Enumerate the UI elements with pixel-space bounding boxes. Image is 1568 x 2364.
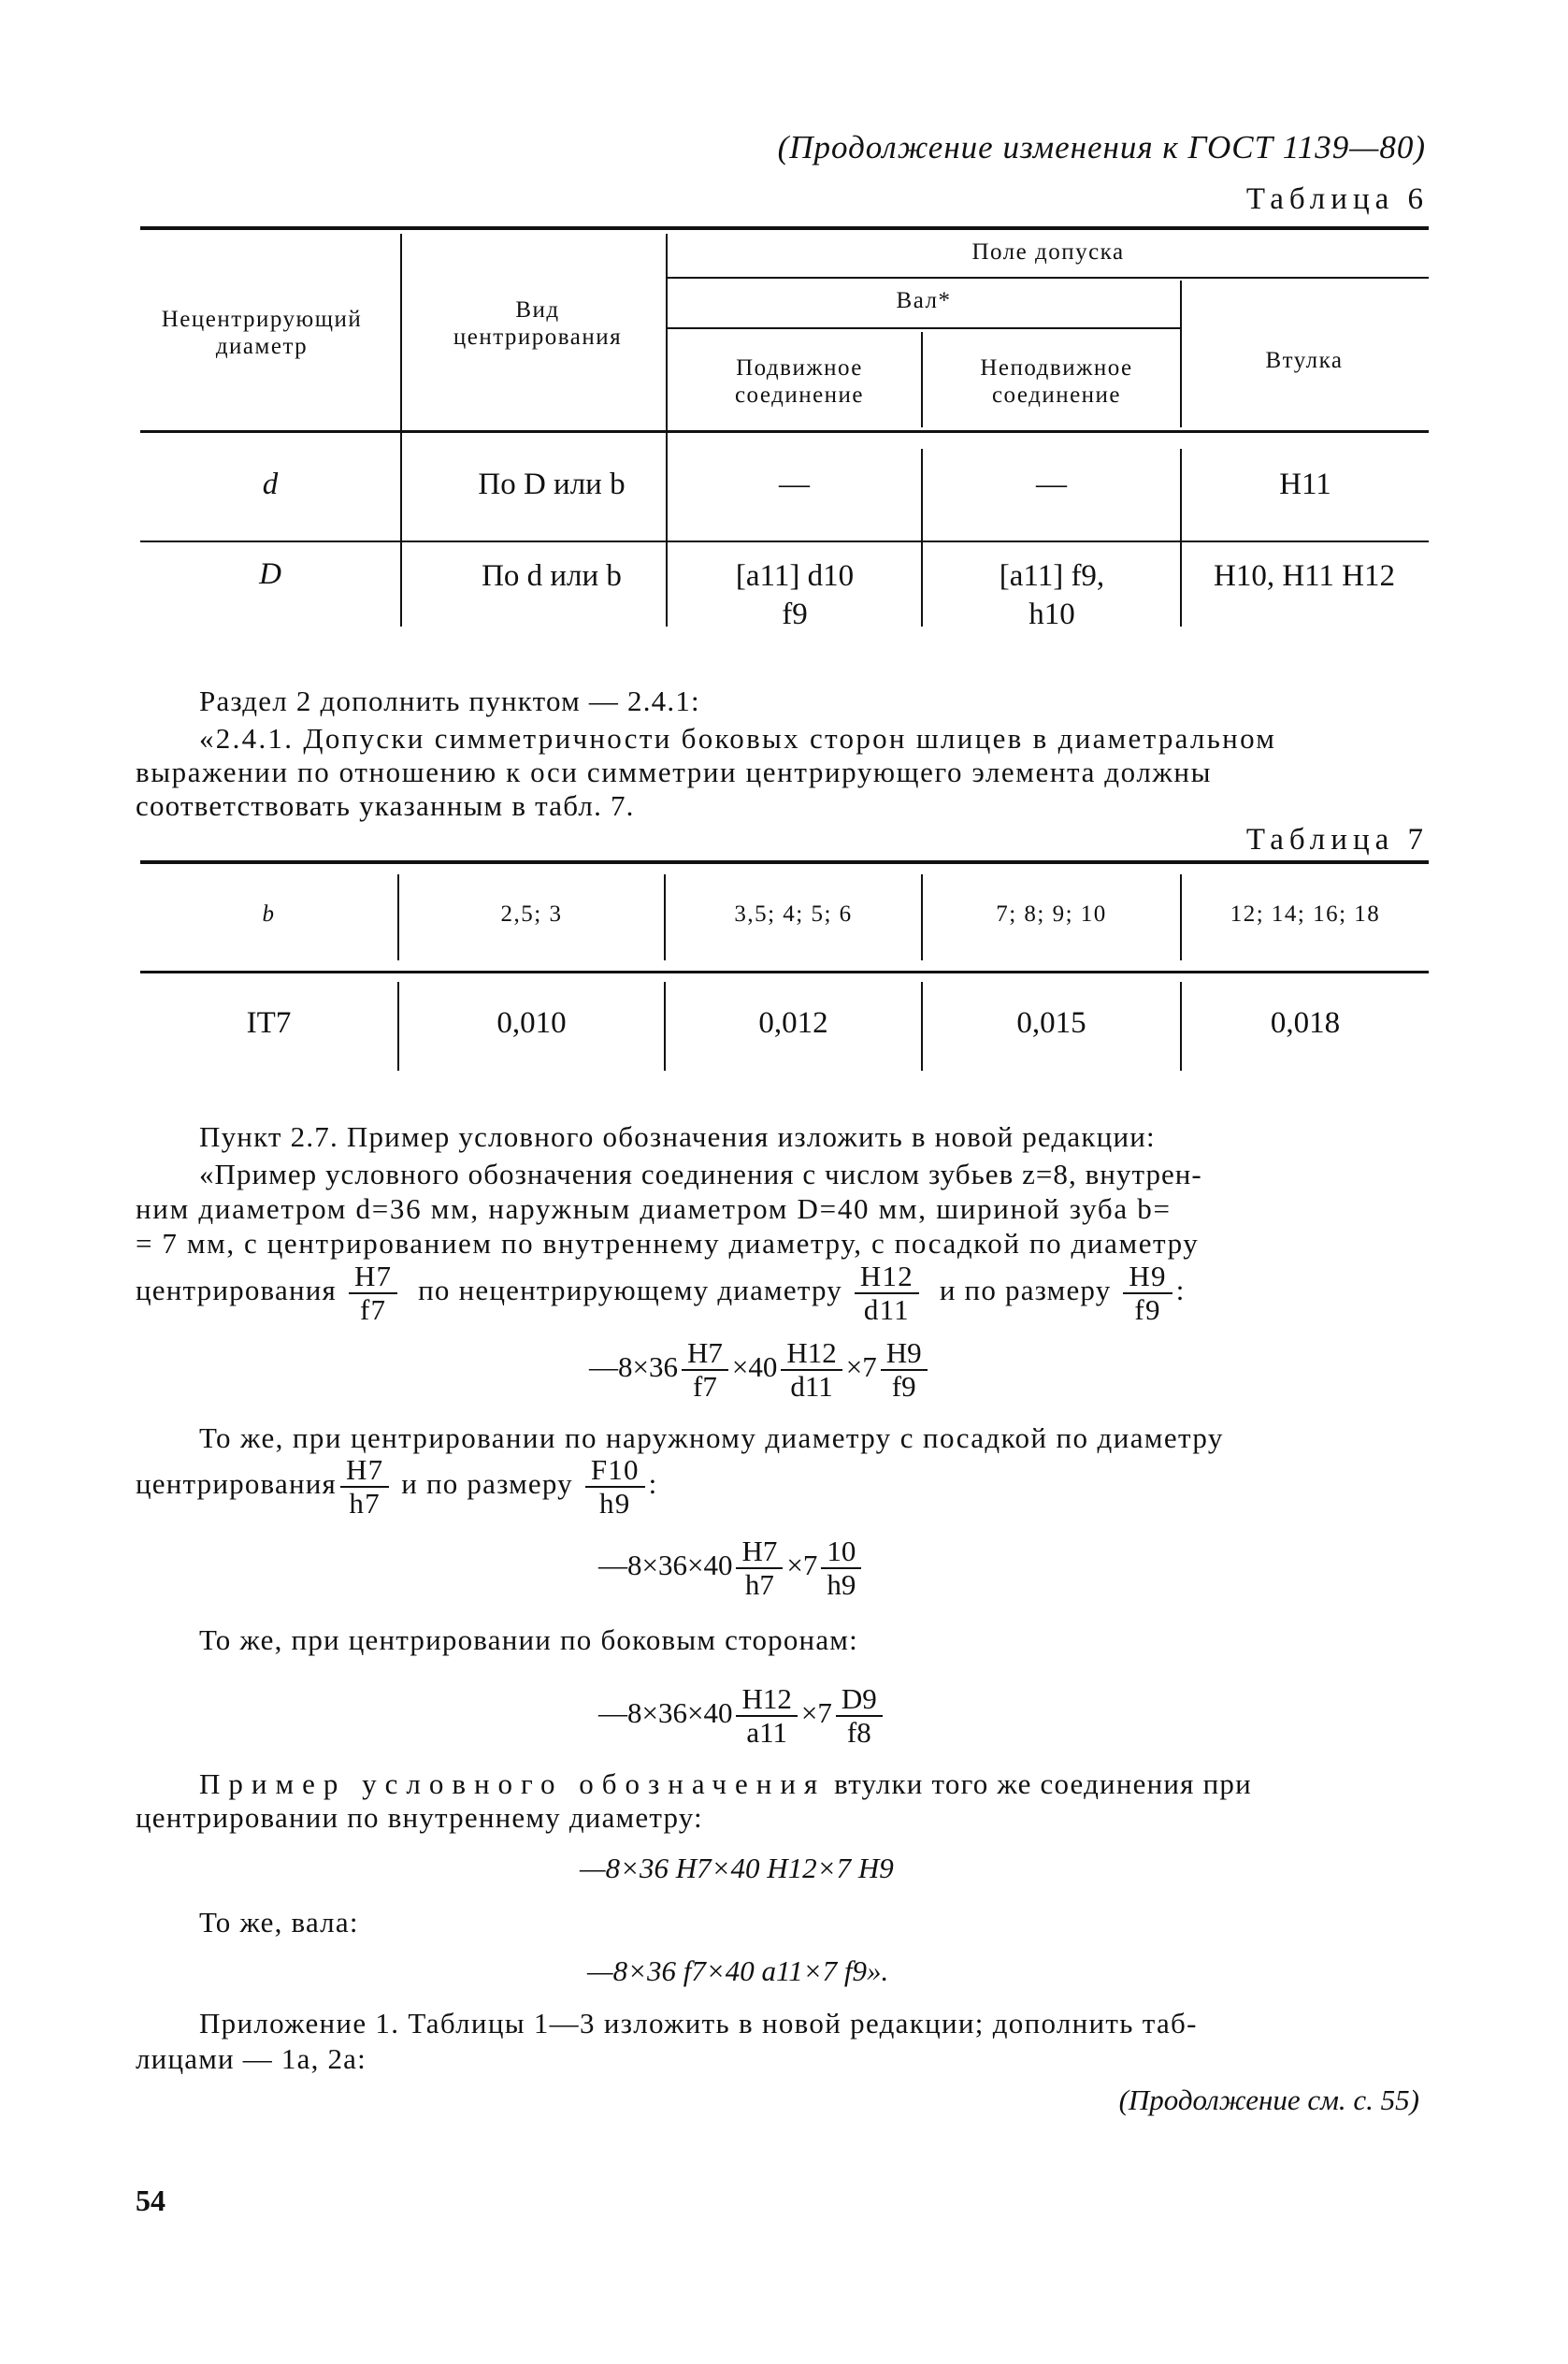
formula-shaft: —8×36 f7×40 a11×7 f9». — [587, 1954, 889, 1987]
t7-head-4: 12; 14; 16; 18 — [1230, 901, 1381, 927]
row1-fixed: — — [1036, 468, 1067, 501]
row1-centering: По D или b — [478, 468, 626, 501]
row2-movable: [a11] d10 f9 — [735, 559, 855, 632]
formula-outer-centering: —8×36×40 $\frac{H7}{h7}$ ×7 $\frac{10}{h9}$ — [598, 1535, 865, 1601]
movable-joint-header: Подвижное соединение — [734, 355, 865, 408]
para-section2: Раздел 2 дополнить пунктом — 2.4.1: — [199, 685, 700, 717]
para-bushing-example: Пример условного обозначения втулки того же соединения при — [199, 1767, 1252, 1800]
para-241-line2: выражении по отношению к оси симметрии центрирующего элемента должны — [136, 756, 1213, 788]
t7-head-1: 2,5; 3 — [500, 901, 563, 927]
fixed-joint-header: Неподвижное соединение — [980, 355, 1133, 408]
row1-diameter: d — [262, 468, 279, 501]
table6-label: Таблица 6 — [1245, 182, 1429, 216]
para-27-line5: центрирования $\frac{H7}{f7}$ по нецентрирующему диаметру $\frac{H12}{d11}$ и по размеру $\frac{H9}{f9}$ : — [136, 1260, 1186, 1327]
t7-head-2: 3,5; 4; 5; 6 — [734, 901, 853, 927]
para-shaft: То же, вала: — [199, 1906, 359, 1939]
para-side-centering: То же, при центрировании по боковым сторонам: — [199, 1623, 858, 1656]
tolerance-field-header: Поле допуска — [971, 239, 1125, 265]
frac-H12-d11: $\frac{H12}{d11}$ — [855, 1261, 919, 1326]
para-27-line2: «Пример условного обозначения соединения с числом зубьев z=8, внутрен- — [199, 1158, 1202, 1190]
table7-label: Таблица 7 — [1245, 823, 1429, 857]
shaft-header: Вал* — [896, 288, 952, 313]
continuation-note: (Продолжение см. с. 55) — [1118, 2083, 1419, 2116]
row2-bushing: H10, H11 H12 — [1213, 559, 1396, 593]
row1-movable: — — [779, 468, 810, 501]
row1-bushing: H11 — [1279, 468, 1331, 501]
t7-val-1: 0,010 — [496, 1006, 567, 1040]
frac-H9-f9: $\frac{H9}{f9}$ — [1123, 1261, 1172, 1326]
t7-val-2: 0,012 — [758, 1006, 828, 1040]
row2-fixed: [a11] f9, h10 — [999, 559, 1105, 632]
para-27-line1: Пункт 2.7. Пример условного обозначения изложить в новой редакции: — [199, 1120, 1156, 1153]
formula-side-centering: —8×36×40 $\frac{H12}{a11}$ ×7 $\frac{D9}{f8}$ — [598, 1683, 886, 1749]
page-number: 54 — [136, 2184, 165, 2217]
para-outer-centering-line2: центрирования $\frac{H7}{h7}$ и по размеру $\frac{F10}{h9}$ : — [136, 1453, 658, 1521]
formula-inner-centering: —8×36 $\frac{H7}{f7}$ ×40 $\frac{H12}{d11}$ ×7 $\frac{H9}{f9}$ — [589, 1337, 931, 1403]
row2-centering: По d или b — [482, 559, 622, 593]
t7-row-it7: IT7 — [246, 1006, 292, 1040]
para-27-line4: = 7 мм, с центрированием по внутреннему диаметру, с посадкой по диаметру — [136, 1227, 1200, 1260]
col-centering-type: Вид центрирования — [453, 297, 623, 350]
para-241-line3: соответствовать указанным в табл. 7. — [136, 789, 635, 822]
row2-diameter: D — [259, 557, 281, 591]
t7-head-b: b — [262, 901, 276, 927]
t7-val-4: 0,018 — [1270, 1006, 1341, 1040]
t7-head-3: 7; 8; 9; 10 — [996, 901, 1107, 927]
bushing-header: Втулка — [1265, 348, 1344, 373]
frac-H7-f7: $\frac{H7}{f7}$ — [349, 1261, 397, 1326]
t7-val-3: 0,015 — [1016, 1006, 1086, 1040]
col-noncentering-diameter: Нецентрирующий диаметр — [161, 307, 363, 359]
page-header: (Продолжение изменения к ГОСТ 1139—80) — [777, 129, 1426, 166]
formula-bushing: —8×36 H7×40 H12×7 H9 — [580, 1852, 894, 1884]
para-appendix-line2: лицами — 1а, 2а: — [136, 2042, 367, 2075]
para-appendix: Приложение 1. Таблицы 1—3 изложить в новой редакции; дополнить таб- — [199, 2007, 1198, 2040]
para-outer-centering: То же, при центрировании по наружному диаметру с посадкой по диаметру — [199, 1421, 1224, 1454]
para-241-line1: «2.4.1. Допуски симметричности боковых сторон шлицев в диаметральном — [199, 722, 1277, 755]
para-bushing-example-line2: центрировании по внутреннему диаметру: — [136, 1801, 703, 1834]
para-27-line3: ним диаметром d=36 мм, наружным диаметром D=40 мм, шириной зуба b= — [136, 1192, 1172, 1225]
